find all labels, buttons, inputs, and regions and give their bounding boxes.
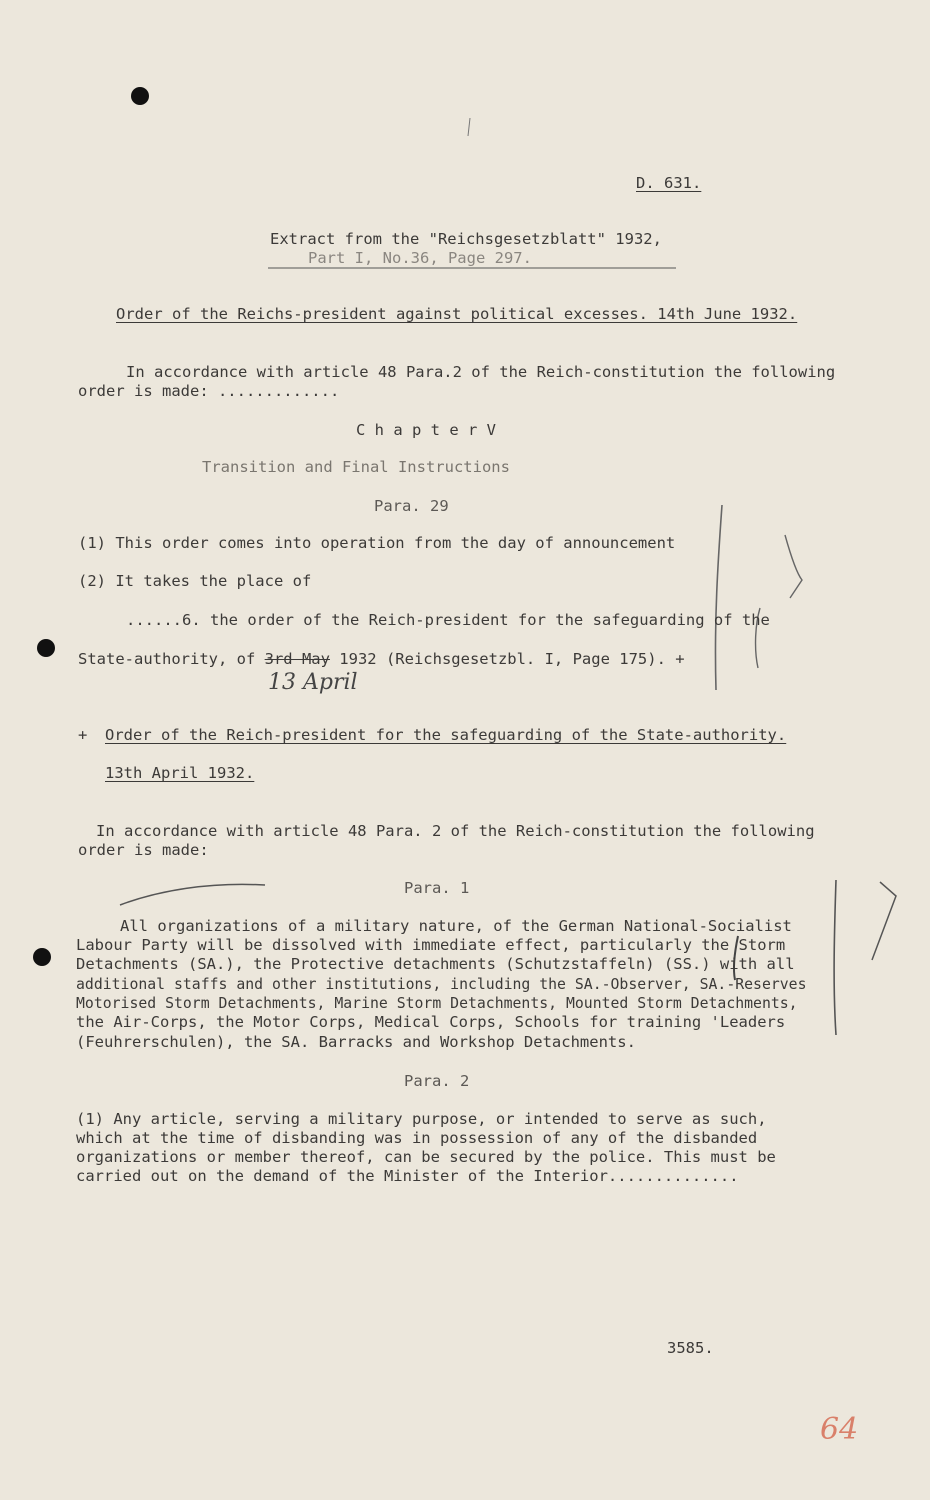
para1-heading: Para. 1	[404, 879, 470, 897]
para2-line: which at the time of disbanding was in possession of any of the disbanded	[76, 1129, 758, 1147]
order-title: Order of the Reichs-president against political excesses. 14th June 1932.	[116, 305, 798, 323]
para2-line: (1) Any article, serving a military purpose, or intended to serve as such,	[76, 1110, 767, 1128]
para1-line: (Feuhrerschulen), the SA. Barracks and Workshop Detachments.	[76, 1033, 636, 1051]
para2-line: organizations or member thereof, can be secured by the police. This must be	[76, 1148, 776, 1166]
para1-line: Labour Party will be dissolved with immediate effect, particularly the Storm	[76, 936, 786, 954]
footnote-marker: +	[78, 726, 88, 744]
extract-line-1: Extract from the "Reichsgesetzblatt" 1932,	[270, 230, 662, 248]
chapter-subtitle: Transition and Final Instructions	[202, 458, 510, 476]
para2-line: carried out on the demand of the Minister of the Interior..............	[76, 1167, 739, 1185]
para29-item-2-continued: ......6. the order of the Reich-president for the safeguarding of the	[126, 611, 770, 629]
intro2-line-2: order is made:	[78, 841, 209, 859]
intro-line-1: In accordance with article 48 Para.2 of the Reich-constitution the following	[126, 363, 836, 381]
intro2-line-1: In accordance with article 48 Para. 2 of the Reich-constitution the following	[96, 822, 815, 840]
state-authority-text: State-authority, of	[78, 650, 265, 668]
para29-heading: Para. 29	[374, 497, 449, 515]
para1-line: All organizations of a military nature, of the German National-Socialist	[120, 917, 792, 935]
struck-date: 3rd May	[264, 650, 330, 668]
para1-line: Detachments (SA.), the Protective detachments (Schutzstaffeln) (SS.) with all	[76, 955, 795, 973]
handwritten-page-number: 64	[820, 1412, 859, 1447]
para1-line: Motorised Storm Detachments, Marine Storm Detachments, Mounted Storm Detachments,	[76, 995, 798, 1012]
para1-line: additional staffs and other institutions, including the SA.-Observer, SA.-Reserves	[76, 976, 807, 993]
para1-line: the Air-Corps, the Motor Corps, Medical Corps, Schools for training 'Leaders	[76, 1013, 786, 1031]
intro-line-2: order is made: .............	[78, 382, 340, 400]
para29-item-2-line-2	[78, 650, 685, 669]
footnote-title: Order of the Reich-president for the safeguarding of the State-authority.	[105, 726, 787, 744]
para2-heading: Para. 2	[404, 1072, 470, 1090]
chapter-heading: C h a p t e r V	[356, 421, 496, 439]
page-number: 3585.	[667, 1339, 714, 1357]
extract-line-2: Part I, No.36, Page 297.	[308, 249, 532, 267]
para29-item-2: (2) It takes the place of	[78, 572, 312, 590]
document-number: D. 631.	[636, 174, 702, 192]
handwritten-correction: 13 April	[268, 670, 358, 695]
footnote-date: 13th April 1932.	[105, 764, 255, 782]
para29-item-1: (1) This order comes into operation from the day of announcement	[78, 534, 676, 552]
reference-text: 1932 (Reichsgesetzbl. I, Page 175). +	[329, 650, 685, 668]
